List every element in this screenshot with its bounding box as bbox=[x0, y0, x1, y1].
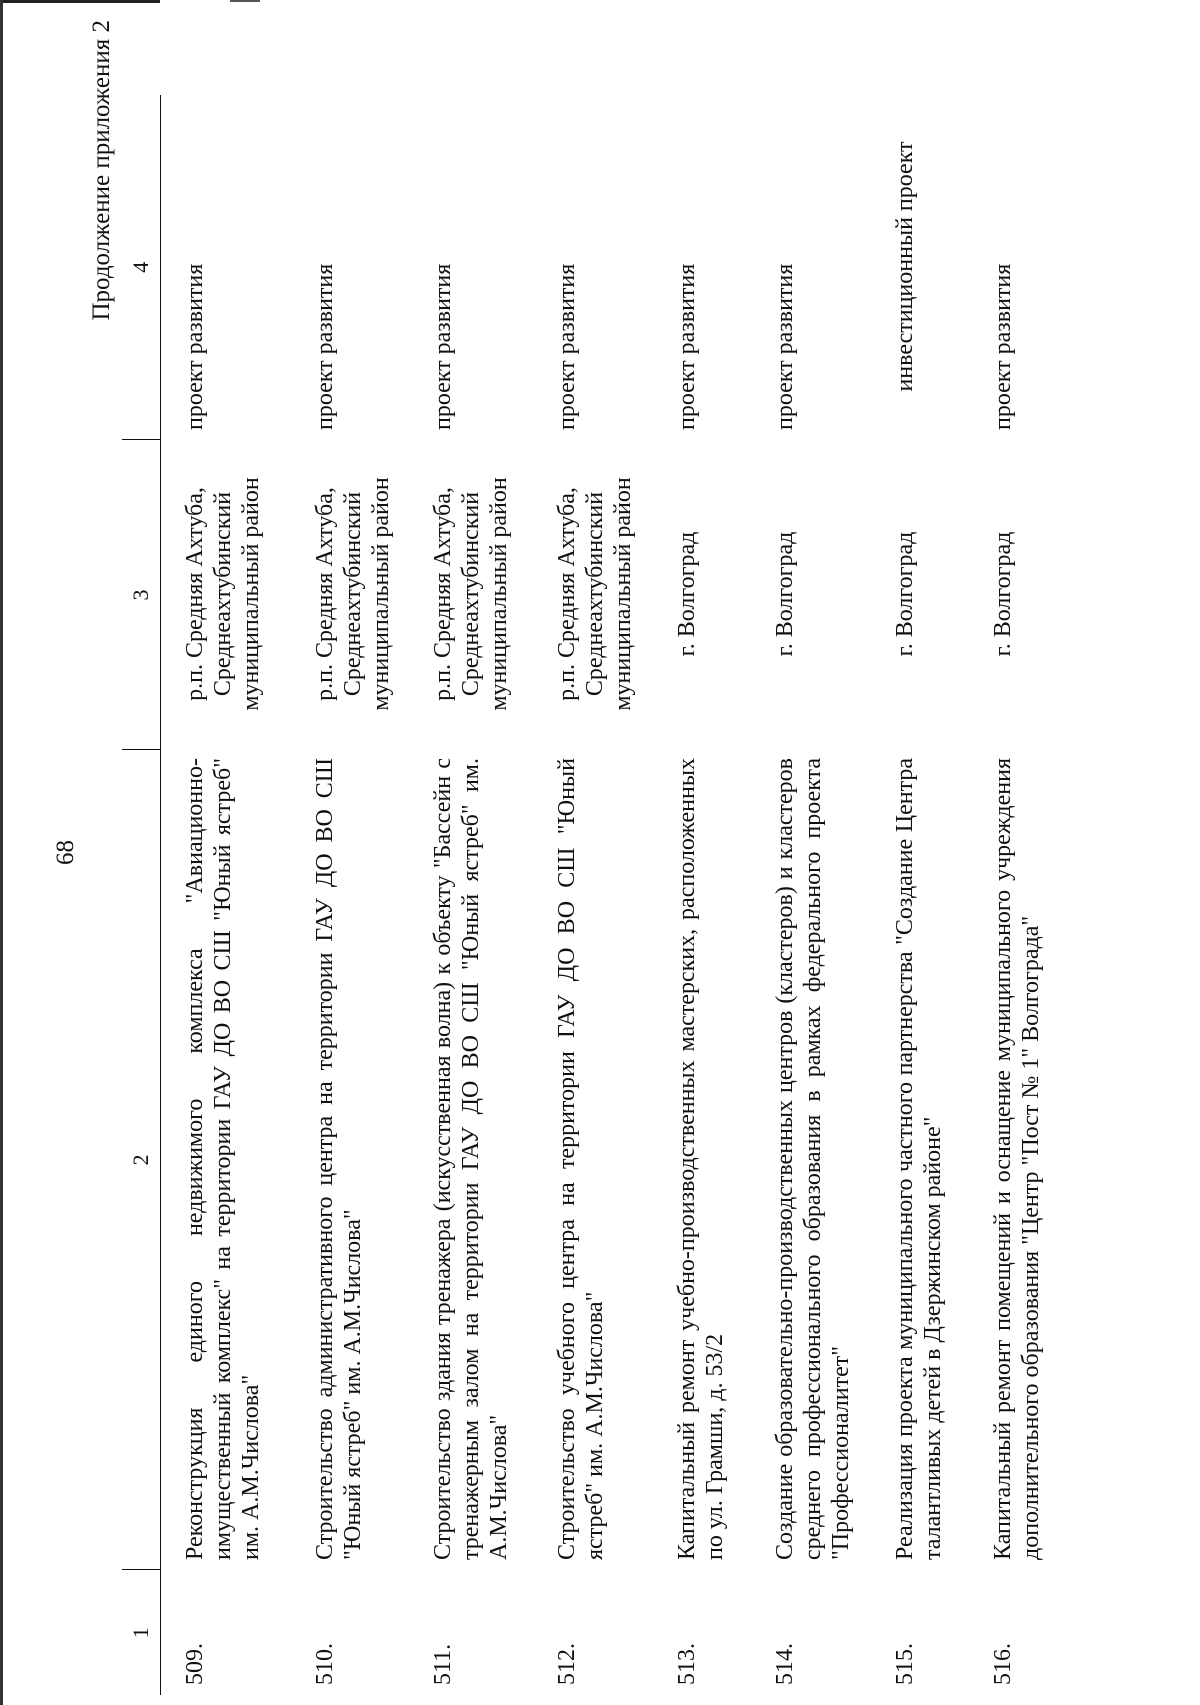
project-name: Создание образовательно-производственных центров (кластеров) и кластеров среднего профессионального образования в рамках федерального проекта "Профессионалитет" bbox=[772, 758, 854, 1560]
column-header-3: 3 bbox=[122, 440, 161, 750]
table-row bbox=[161, 95, 292, 1695]
table-row bbox=[751, 95, 871, 1695]
projects-table bbox=[122, 95, 1089, 1695]
project-name: Капитальный ремонт учебно-производственных мастерских, расположенных по ул. Грамши, д. 53/2 bbox=[674, 758, 728, 1560]
column-header-4: 4 bbox=[122, 95, 161, 440]
table-row bbox=[409, 95, 533, 1695]
table-row bbox=[871, 95, 969, 1695]
row-number: 516. bbox=[990, 1643, 1016, 1685]
project-location: р.п. Средняя Ахтуба, Среднеахтубинский муниципальный район bbox=[554, 477, 636, 711]
project-type: инвестиционный проект bbox=[892, 141, 918, 392]
project-name: Строительство учебного центра на территории ГАУ ДО ВО СШ "Юный ястреб" им. А.М.Числова" bbox=[554, 758, 608, 1560]
project-name: Капитальный ремонт помещений и оснащение муниципального учреждения дополнительного образования "Центр "Пост № 1" Волгограда" bbox=[990, 758, 1044, 1560]
table-header-row bbox=[122, 95, 161, 1695]
row-number: 512. bbox=[554, 1643, 580, 1685]
project-name: Реализация проекта муниципального частного партнерства "Создание Центра талантливых детей в Дзержинском районе" bbox=[892, 758, 946, 1560]
row-number: 509. bbox=[182, 1643, 208, 1685]
project-location: г. Волгоград bbox=[990, 531, 1016, 657]
project-location: р.п. Средняя Ахтуба, Среднеахтубинский муниципальный район bbox=[430, 477, 512, 711]
table-row bbox=[291, 95, 409, 1695]
table-row bbox=[653, 95, 751, 1695]
project-location: г. Волгоград bbox=[772, 531, 798, 657]
project-name: Реконструкция единого недвижимого комплекса "Авиационно-имущественный комплекс" на территории ГАУ ДО ВО СШ "Юный ястреб" им. А.М.Числова" bbox=[182, 758, 264, 1560]
column-header-2: 2 bbox=[122, 750, 161, 1570]
project-type: проект развития bbox=[312, 263, 338, 430]
row-number: 510. bbox=[312, 1643, 338, 1685]
table-row bbox=[533, 95, 653, 1695]
project-location: г. Волгоград bbox=[674, 531, 700, 657]
project-type: проект развития bbox=[772, 263, 798, 430]
project-location: г. Волгоград bbox=[892, 531, 918, 657]
project-location: р.п. Средняя Ахтуба, Среднеахтубинский муниципальный район bbox=[312, 477, 394, 711]
project-location: р.п. Средняя Ахтуба, Среднеахтубинский муниципальный район bbox=[182, 477, 264, 711]
project-type: проект развития bbox=[430, 263, 456, 430]
row-number: 515. bbox=[892, 1643, 918, 1685]
row-number: 514. bbox=[772, 1643, 798, 1685]
row-number: 513. bbox=[674, 1643, 700, 1685]
project-type: проект развития bbox=[990, 263, 1016, 430]
project-name: Строительство административного центра на территории ГАУ ДО ВО СШ "Юный ястреб" им. А.М.Числова" bbox=[312, 758, 366, 1560]
project-type: проект развития bbox=[674, 263, 700, 430]
appendix-label: Продолжение приложения 2 bbox=[88, 20, 115, 321]
row-number: 511. bbox=[430, 1643, 456, 1685]
column-header-1: 1 bbox=[122, 1570, 161, 1695]
page-number: 68 bbox=[52, 840, 79, 865]
table-row bbox=[969, 95, 1089, 1695]
project-type: проект развития bbox=[182, 263, 208, 430]
project-name: Строительство здания тренажера (искусственная волна) к объекту "Бассейн с тренажерным залом на территории ГАУ ДО ВО СШ "Юный ястреб" им. А.М.Числова" bbox=[430, 758, 512, 1560]
project-type: проект развития bbox=[554, 263, 580, 430]
